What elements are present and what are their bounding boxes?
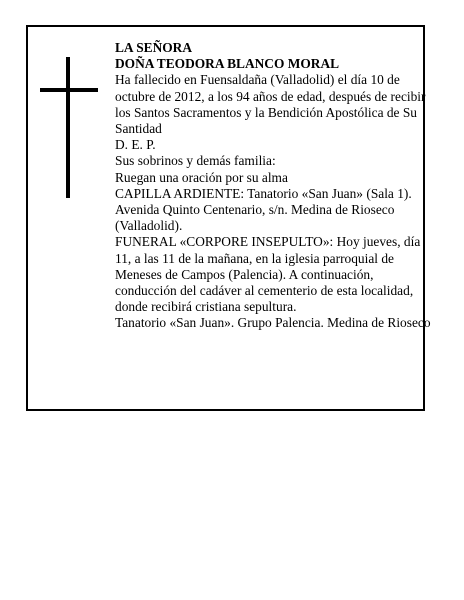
funeral-info: FUNERAL «CORPORE INSEPULTO»: Hoy jueves, día 11, a las 11 de la mañana, en la iglesia parroquial de Meneses de Campos (Palencia). A continuación, conducción del cadáver al cementerio de esta localidad, donde recibirá cristiana sepultura.: [115, 234, 421, 315]
funeral-home-info: Tanatorio «San Juan». Grupo Palencia. Medina de Rioseco: [115, 315, 431, 331]
prayer-request: Ruegan una oración por su alma: [115, 169, 288, 185]
family-line: Sus sobrinos y demás familia:: [115, 153, 276, 169]
heading-title: LA SEÑORA: [115, 40, 193, 55]
chapel-info: CAPILLA ARDIENTE: Tanatorio «San Juan» (Sala 1). Avenida Quinto Centenario, s/n. Medina de Rioseco (Valladolid).: [115, 185, 412, 234]
obituary-text: [115, 40, 431, 332]
death-announcement: Ha fallecido en Fuensaldaña (Valladolid) el día 10 de octubre de 2012, a los 94 años de edad, después de recibir los Santos Sacramentos y la Bendición Apostólica de Su Santidad: [115, 72, 426, 137]
deceased-name: DOÑA TEODORA BLANCO MORAL: [115, 56, 340, 72]
obituary-notice: [26, 25, 431, 411]
cross-horizontal-bar: [40, 88, 98, 92]
cross-vertical-bar: [66, 57, 70, 198]
rip-line: D. E. P.: [115, 137, 156, 153]
